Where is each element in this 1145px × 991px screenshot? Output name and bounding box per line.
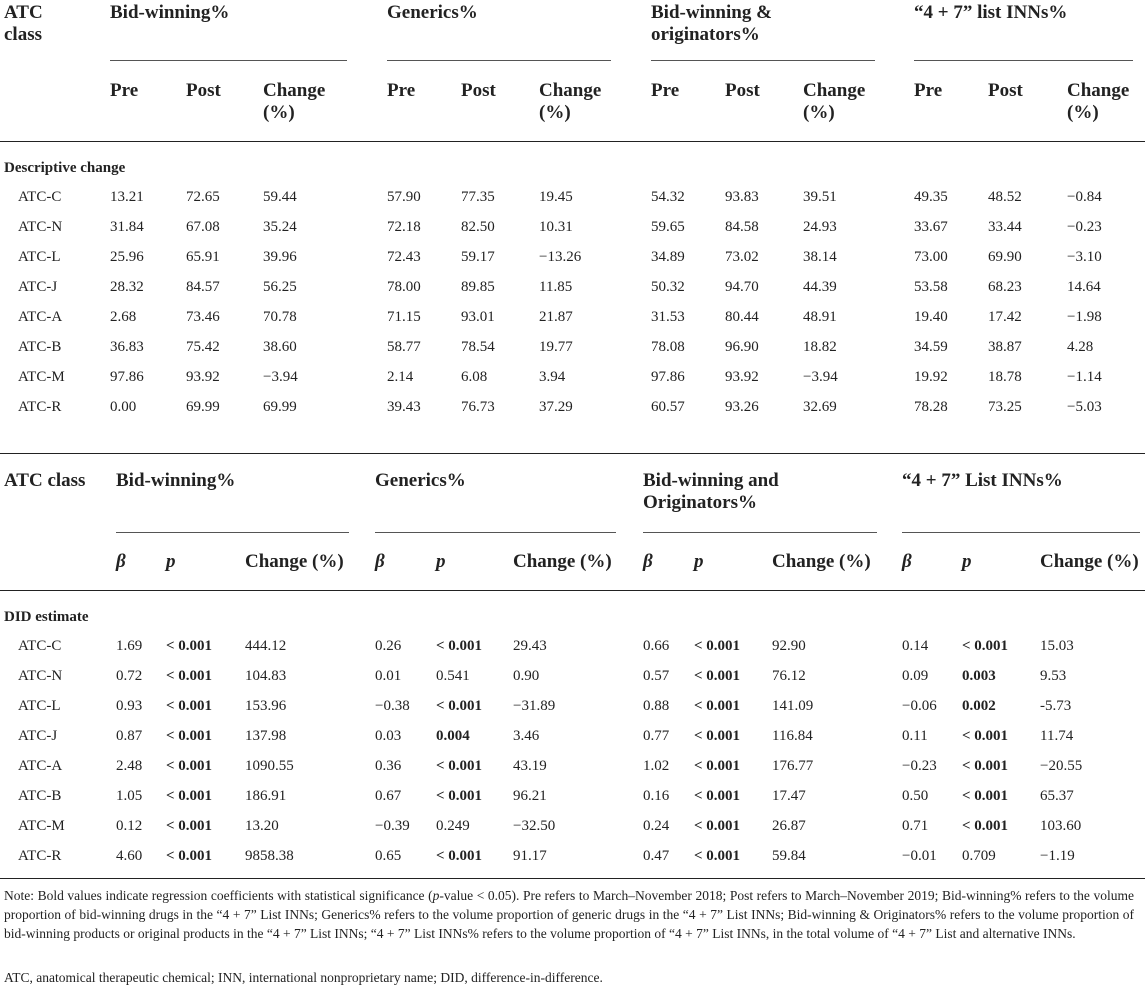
table1-cell: 93.01	[461, 309, 495, 325]
table1-group-header: Bid-winning & originators%	[651, 2, 772, 45]
table2-cell: < 0.001	[436, 788, 483, 804]
table2-cell: 186.91	[245, 788, 287, 804]
table2-cell: < 0.001	[962, 788, 1009, 804]
table2-subheader: Change (%)	[245, 551, 344, 572]
table1-cell: 32.69	[803, 399, 837, 415]
table1-cell: 82.50	[461, 219, 495, 235]
table1-section-label: Descriptive change	[4, 160, 126, 176]
table2-cell: -5.73	[1040, 698, 1072, 714]
table1-cell: 39.96	[263, 249, 297, 265]
table2-row-label: ATC-J	[18, 728, 58, 744]
table2-cell: 0.36	[375, 758, 402, 774]
table2-cell: < 0.001	[436, 848, 483, 864]
table2-cell: < 0.001	[694, 788, 741, 804]
table1-cell: 78.28	[914, 399, 948, 415]
table2-cell: 0.541	[436, 668, 470, 684]
table2-cell: < 0.001	[166, 848, 213, 864]
table2-cell: 0.004	[436, 728, 470, 744]
table2-cell: < 0.001	[166, 758, 213, 774]
table1-cell: 59.44	[263, 189, 297, 205]
table2-cell: < 0.001	[436, 638, 483, 654]
table2-group-header: Generics%	[375, 470, 466, 491]
table2-cell: 92.90	[772, 638, 806, 654]
table2-cell: < 0.001	[694, 668, 741, 684]
table1-cell: 14.64	[1067, 279, 1101, 295]
table1-cell: −0.84	[1067, 189, 1102, 205]
table1-row-label: ATC-N	[18, 219, 63, 235]
table1-cell: 3.94	[539, 369, 566, 385]
table2-cell: < 0.001	[694, 728, 741, 744]
table2-cell: 0.87	[116, 728, 143, 744]
table1-cell: 70.78	[263, 309, 297, 325]
note-p: p	[432, 888, 440, 903]
table1-cell: 71.15	[387, 309, 421, 325]
table2-cell: 13.20	[245, 818, 279, 834]
table1-cell: 89.85	[461, 279, 495, 295]
table1-cell: 18.82	[803, 339, 837, 355]
table1-group-underline	[387, 60, 611, 61]
table1-subheader: Post	[725, 80, 760, 101]
table2-cell: −0.39	[375, 818, 410, 834]
table1-cell: −3.94	[263, 369, 298, 385]
table1-cell: 60.57	[651, 399, 685, 415]
table1-cell: 67.08	[186, 219, 220, 235]
table2-cell: 104.83	[245, 668, 287, 684]
table1-cell: 73.02	[725, 249, 759, 265]
table2-subheader: β	[643, 551, 653, 572]
table2-cell: 0.26	[375, 638, 402, 654]
table1-subheader: Pre	[651, 80, 680, 101]
table2-cell: < 0.001	[166, 638, 213, 654]
table1-bottom-rule	[0, 453, 1145, 454]
table2-cell: 0.88	[643, 698, 670, 714]
table1-cell: 21.87	[539, 309, 573, 325]
table2-row-label: ATC-A	[18, 758, 63, 774]
table2-row-label: ATC-C	[18, 638, 62, 654]
table1-cell: 78.00	[387, 279, 421, 295]
table2-subheader: β	[902, 551, 912, 572]
table1-cell: 44.39	[803, 279, 837, 295]
table2-cell: 0.01	[375, 668, 402, 684]
table2-cell: 1090.55	[245, 758, 294, 774]
table1-cell: −3.94	[803, 369, 838, 385]
table1-cell: 54.32	[651, 189, 685, 205]
table1-cell: 78.08	[651, 339, 685, 355]
table2-cell: −31.89	[513, 698, 556, 714]
table2-cell: 43.19	[513, 758, 547, 774]
table1-cell: 78.54	[461, 339, 495, 355]
table2-cell: < 0.001	[166, 728, 213, 744]
table2-cell: 4.60	[116, 848, 143, 864]
table2-cell: 0.65	[375, 848, 402, 864]
table2-cell: < 0.001	[694, 758, 741, 774]
table1-cell: 2.68	[110, 309, 137, 325]
table2-cell: 0.16	[643, 788, 670, 804]
table1-cell: 38.60	[263, 339, 297, 355]
table1-cell: 59.65	[651, 219, 685, 235]
table2-cell: 0.66	[643, 638, 670, 654]
table2-cell: < 0.001	[694, 818, 741, 834]
table1-cell: 19.45	[539, 189, 573, 205]
table2-subheader: β	[375, 551, 385, 572]
table1-cell: 97.86	[110, 369, 144, 385]
table2-cell: 0.003	[962, 668, 996, 684]
table2-cell: < 0.001	[166, 818, 213, 834]
table2-cell: 0.24	[643, 818, 670, 834]
table2-cell: 0.47	[643, 848, 670, 864]
table1-cell: 35.24	[263, 219, 297, 235]
table1-cell: 72.43	[387, 249, 421, 265]
table1-cell: 39.51	[803, 189, 837, 205]
table2-group-header: Bid-winning and Originators%	[643, 470, 779, 513]
table1-cell: 50.32	[651, 279, 685, 295]
table1-subheader: Pre	[914, 80, 943, 101]
note-prefix: Note: Bold values indicate regression coefficients with statistical significance (	[4, 888, 433, 903]
table2-subheader: Change (%)	[513, 551, 612, 572]
table1-cell: 24.93	[803, 219, 837, 235]
table1-cell: −13.26	[539, 249, 582, 265]
table2-row-label: ATC-N	[18, 668, 63, 684]
table1-subheader: Post	[988, 80, 1023, 101]
table1-group-underline	[914, 60, 1133, 61]
table1-cell: 76.73	[461, 399, 495, 415]
table2-group-underline	[116, 532, 349, 533]
table2-group-underline	[643, 532, 877, 533]
table2-cell: 65.37	[1040, 788, 1074, 804]
table1-group-header: Generics%	[387, 2, 478, 23]
table2-cell: 0.72	[116, 668, 143, 684]
table2-row-label: ATC-B	[18, 788, 62, 804]
table1-cell: 19.40	[914, 309, 948, 325]
table1-cell: 65.91	[186, 249, 220, 265]
table1-cell: 58.77	[387, 339, 421, 355]
table2-cell: 153.96	[245, 698, 287, 714]
table2-cell: < 0.001	[166, 788, 213, 804]
table1-row-label: ATC-L	[18, 249, 61, 265]
table2-cell: < 0.001	[694, 638, 741, 654]
table1-cell: 93.83	[725, 189, 759, 205]
table2-cell: 0.77	[643, 728, 670, 744]
table2-cell: < 0.001	[436, 698, 483, 714]
table2-cell: 0.249	[436, 818, 470, 834]
table2-cell: 0.93	[116, 698, 143, 714]
table2-cell: −20.55	[1040, 758, 1083, 774]
table2-group-header: “4 + 7” List INNs%	[902, 470, 1063, 491]
table2-cell: 96.21	[513, 788, 547, 804]
table1-cell: 17.42	[988, 309, 1022, 325]
table2-cell: < 0.001	[166, 698, 213, 714]
table1-cell: 80.44	[725, 309, 759, 325]
table1-cell: 48.91	[803, 309, 837, 325]
table2-cell: < 0.001	[962, 758, 1009, 774]
table2-subheader: p	[962, 551, 972, 572]
table2-cell: 9.53	[1040, 668, 1067, 684]
table1-cell: 97.86	[651, 369, 685, 385]
table2-row-label: ATC-L	[18, 698, 61, 714]
table1-cell: 53.58	[914, 279, 948, 295]
table1-cell: 11.85	[539, 279, 573, 295]
table1-cell: 31.84	[110, 219, 144, 235]
table1-cell: −3.10	[1067, 249, 1102, 265]
table1-cell: 73.46	[186, 309, 220, 325]
table2-cell: < 0.001	[436, 758, 483, 774]
table2-cell: 26.87	[772, 818, 806, 834]
table1-row-label: ATC-R	[18, 399, 62, 415]
table2-subheader: Change (%)	[1040, 551, 1139, 572]
table2-subheader: p	[166, 551, 176, 572]
table1-cell: 57.90	[387, 189, 421, 205]
table2-cell: 1.69	[116, 638, 143, 654]
table2-cell: 1.05	[116, 788, 143, 804]
table2-cell: 0.12	[116, 818, 143, 834]
table2-cell: 137.98	[245, 728, 287, 744]
table2-subheader: Change (%)	[772, 551, 871, 572]
table1-cell: 38.14	[803, 249, 837, 265]
table2-row-label: ATC-M	[18, 818, 65, 834]
table1-cell: 36.83	[110, 339, 144, 355]
table1-first-col-header: ATC class	[4, 2, 43, 45]
table1-cell: 72.18	[387, 219, 421, 235]
table1-cell: 49.35	[914, 189, 948, 205]
table1-subheader: Post	[186, 80, 221, 101]
table1-cell: 33.67	[914, 219, 948, 235]
table1-cell: −1.14	[1067, 369, 1102, 385]
table1-group-header: Bid-winning%	[110, 2, 230, 23]
table1-cell: 93.26	[725, 399, 759, 415]
table1-header-rule	[0, 141, 1145, 142]
table2-cell: < 0.001	[166, 668, 213, 684]
table1-cell: 18.78	[988, 369, 1022, 385]
table2-group-header: Bid-winning%	[116, 470, 236, 491]
table1-cell: 2.14	[387, 369, 414, 385]
table1-cell: 75.42	[186, 339, 220, 355]
table-note	[4, 886, 1134, 943]
table2-group-underline	[375, 532, 616, 533]
table2-cell: < 0.001	[962, 728, 1009, 744]
abbreviations-note: ATC, anatomical therapeutic chemical; INN, international nonproprietary name; DID, difference-in-difference.	[4, 970, 603, 985]
table1-cell: 19.77	[539, 339, 573, 355]
table1-cell: −1.98	[1067, 309, 1102, 325]
table2-cell: < 0.001	[694, 698, 741, 714]
table1-subheader: Change (%)	[263, 80, 326, 123]
table2-group-underline	[902, 532, 1140, 533]
table1-cell: 93.92	[725, 369, 759, 385]
table1-cell: −5.03	[1067, 399, 1102, 415]
table1-subheader: Change (%)	[803, 80, 866, 123]
table2-bottom-rule	[0, 878, 1145, 879]
table2-cell: 444.12	[245, 638, 287, 654]
table1-cell: 68.23	[988, 279, 1022, 295]
table1-cell: 6.08	[461, 369, 488, 385]
table2-first-col-header: ATC class	[4, 470, 86, 491]
table1-subheader: Pre	[387, 80, 416, 101]
table2-cell: 1.02	[643, 758, 670, 774]
table1-cell: 19.92	[914, 369, 948, 385]
table1-cell: 77.35	[461, 189, 495, 205]
table1-cell: 56.25	[263, 279, 297, 295]
table1-cell: 93.92	[186, 369, 220, 385]
table1-cell: −0.23	[1067, 219, 1102, 235]
table2-cell: −0.23	[902, 758, 937, 774]
table2-cell: 0.50	[902, 788, 929, 804]
table1-cell: 10.31	[539, 219, 573, 235]
table1-cell: 4.28	[1067, 339, 1094, 355]
table1-cell: 37.29	[539, 399, 573, 415]
table1-cell: 94.70	[725, 279, 759, 295]
table2-cell: 0.90	[513, 668, 540, 684]
table2-cell: 59.84	[772, 848, 806, 864]
table1-cell: 84.58	[725, 219, 759, 235]
table1-cell: 69.99	[263, 399, 297, 415]
table1-cell: 34.89	[651, 249, 685, 265]
table2-cell: −0.06	[902, 698, 937, 714]
table1-group-underline	[110, 60, 347, 61]
table1-row-label: ATC-A	[18, 309, 63, 325]
table1-cell: 34.59	[914, 339, 948, 355]
table1-cell: 69.99	[186, 399, 220, 415]
table2-cell: 9858.38	[245, 848, 294, 864]
table1-cell: 39.43	[387, 399, 421, 415]
table2-cell: −0.38	[375, 698, 410, 714]
table2-cell: 116.84	[772, 728, 813, 744]
table1-cell: 0.00	[110, 399, 137, 415]
note-body: -value < 0.05). Pre refers to March–November 2018; Post refers to March–November 2019; Bid-winning% refers to the volume proportion of bid-winning drugs in the “4 + 7” List INNs; Generics% refers to the volume proportion of generic drugs in the “4 + 7” List INNs; Bid-winning & Originators% refers to the volume proportion of bid-winning products or original products in the “4 + 7” List INNs; “4 + 7” List INNs% refers to the volume proportion of “4 + 7” List INNs, in the total volume of “4 + 7” List and alternative INNs.	[4, 888, 1135, 941]
table1-subheader: Change (%)	[539, 80, 602, 123]
table1-cell: 38.87	[988, 339, 1022, 355]
table2-cell: 29.43	[513, 638, 547, 654]
table2-subheader: p	[694, 551, 704, 572]
table1-cell: 13.21	[110, 189, 144, 205]
table1-subheader: Post	[461, 80, 496, 101]
table2-cell: 15.03	[1040, 638, 1074, 654]
table2-cell: 2.48	[116, 758, 143, 774]
table2-cell: −1.19	[1040, 848, 1075, 864]
table2-cell: 3.46	[513, 728, 540, 744]
table1-row-label: ATC-J	[18, 279, 58, 295]
table1-cell: 73.25	[988, 399, 1022, 415]
table2-cell: 11.74	[1040, 728, 1074, 744]
table2-cell: 0.71	[902, 818, 929, 834]
table2-cell: 103.60	[1040, 818, 1082, 834]
table2-row-label: ATC-R	[18, 848, 62, 864]
table2-cell: 176.77	[772, 758, 814, 774]
table1-row-label: ATC-C	[18, 189, 62, 205]
table2-cell: 0.002	[962, 698, 996, 714]
table1-row-label: ATC-B	[18, 339, 62, 355]
table2-subheader: β	[116, 551, 126, 572]
table1-cell: 72.65	[186, 189, 220, 205]
table2-cell: −32.50	[513, 818, 556, 834]
table1-cell: 69.90	[988, 249, 1022, 265]
table2-cell: 76.12	[772, 668, 806, 684]
table2-cell: −0.01	[902, 848, 937, 864]
table2-section-label: DID estimate	[4, 609, 89, 625]
table2-cell: 17.47	[772, 788, 806, 804]
table1-cell: 59.17	[461, 249, 495, 265]
table1-subheader: Change (%)	[1067, 80, 1130, 123]
table2-subheader: p	[436, 551, 446, 572]
table2-cell: 0.03	[375, 728, 402, 744]
table2-cell: < 0.001	[694, 848, 741, 864]
table1-cell: 25.96	[110, 249, 144, 265]
table2-cell: 141.09	[772, 698, 814, 714]
table1-group-header: “4 + 7” list INNs%	[914, 2, 1068, 23]
table1-cell: 28.32	[110, 279, 144, 295]
table2-cell: 0.67	[375, 788, 402, 804]
table1-cell: 84.57	[186, 279, 220, 295]
table1-cell: 73.00	[914, 249, 948, 265]
table1-cell: 33.44	[988, 219, 1022, 235]
table1-cell: 96.90	[725, 339, 759, 355]
table2-cell: 0.709	[962, 848, 996, 864]
table2-cell: 91.17	[513, 848, 547, 864]
table2-cell: 0.57	[643, 668, 670, 684]
table1-cell: 48.52	[988, 189, 1022, 205]
table2-cell: 0.09	[902, 668, 929, 684]
table1-subheader: Pre	[110, 80, 139, 101]
table1-group-underline	[651, 60, 875, 61]
table2-cell: 0.14	[902, 638, 929, 654]
table2-header-rule	[0, 590, 1145, 591]
table2-cell: < 0.001	[962, 818, 1009, 834]
table1-cell: 31.53	[651, 309, 685, 325]
table2-cell: 0.11	[902, 728, 928, 744]
table1-row-label: ATC-M	[18, 369, 65, 385]
table2-cell: < 0.001	[962, 638, 1009, 654]
